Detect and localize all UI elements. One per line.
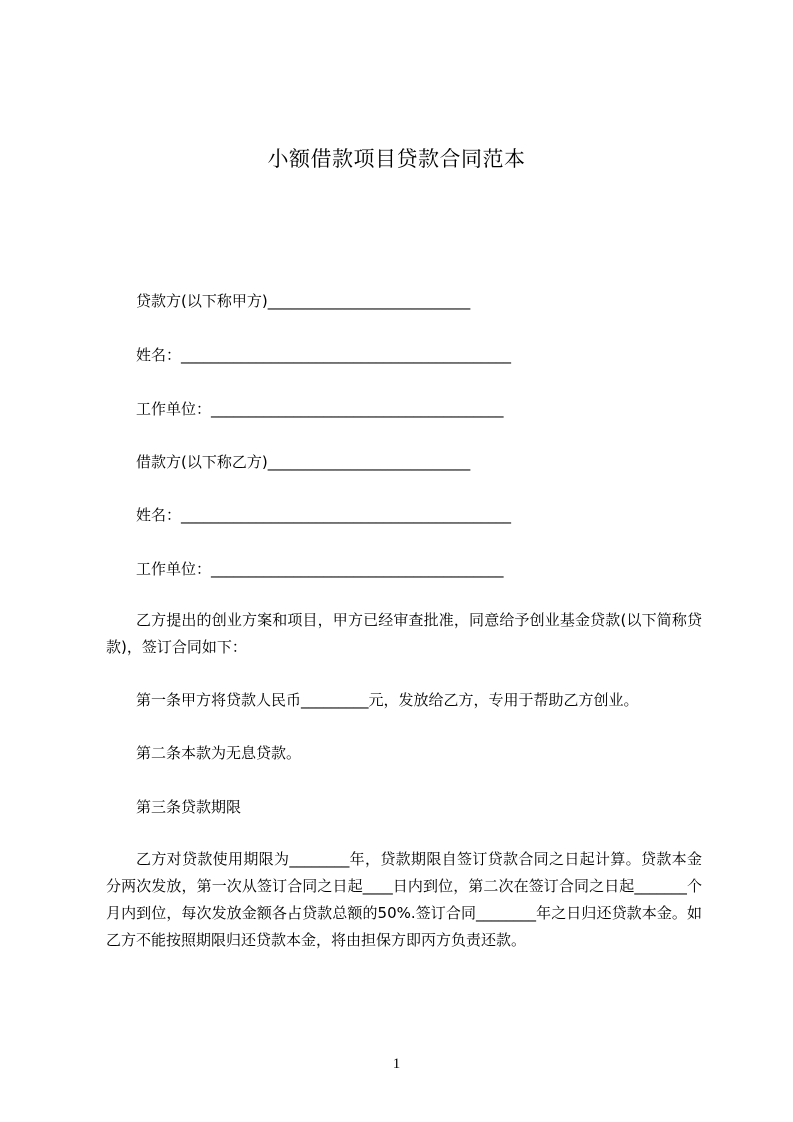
intro-paragraph: 乙方提出的创业方案和项目，甲方已经审查批准，同意给予创业基金贷款(以下简称贷款)，签订合同如下： <box>106 611 702 656</box>
document-title: 小额借款项目贷款合同范本 <box>267 147 526 171</box>
article-3-heading: 第三条贷款期限 <box>136 798 242 816</box>
term-paragraph: 乙方对贷款使用期限为________年，贷款期限自签订贷款合同之日起计算。贷款本金分两次发放，第一次从签订合同之日起____日内到位，第二次在签订合同之日起_______个月内到位，每次发放金额各占贷款总额的50%.签订合同________年之日归还贷款本金。如乙方不能按照期限归还贷款本金，将由担保方即丙方负责还款。 <box>106 850 702 949</box>
borrower-unit-line: 工作单位：_______________________________________ <box>136 560 504 578</box>
lender-name-line: 姓名：____________________________________________ <box>136 346 512 364</box>
page-number: 1 <box>392 1056 401 1072</box>
article-2: 第二条本款为无息贷款。 <box>136 744 302 762</box>
borrower-name-line: 姓名：____________________________________________ <box>136 506 512 524</box>
article-1: 第一条甲方将贷款人民币_________元，发放给乙方，专用于帮助乙方创业。 <box>136 691 639 709</box>
borrower-line: 借款方(以下称乙方)___________________________ <box>136 453 471 471</box>
lender-line: 贷款方(以下称甲方)___________________________ <box>136 292 471 310</box>
lender-unit-line: 工作单位：_______________________________________ <box>136 400 504 418</box>
